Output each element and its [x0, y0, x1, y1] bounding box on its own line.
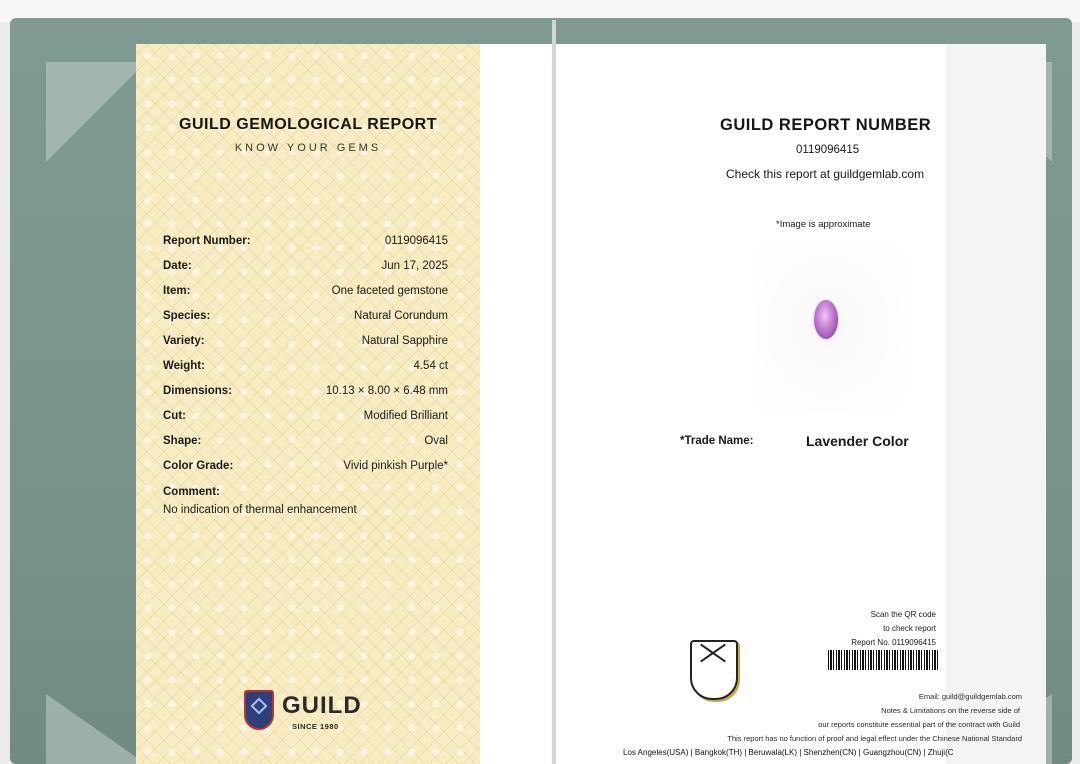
field-label: Dimensions: [163, 385, 233, 397]
field-label: Item: [163, 285, 191, 297]
logo-since: SINCE 1980 [292, 722, 339, 731]
comment-text: No indication of thermal enhancement [163, 504, 357, 516]
field-label: Cut: [163, 410, 186, 422]
field-label: Color Grade: [163, 460, 234, 472]
corner-tab-top-left [46, 62, 146, 162]
field-value: Oval [424, 435, 448, 447]
field-label: Shape: [163, 435, 202, 447]
field-dimensions [163, 385, 448, 403]
qr-report-number: Report No. 0119096415 [851, 638, 936, 647]
shield-logo-icon [244, 690, 274, 730]
right-card-sleeve [946, 44, 1046, 764]
field-report-number [163, 235, 448, 253]
field-value: Natural Corundum [354, 310, 448, 322]
field-value: Vivid pinkish Purple* [343, 460, 448, 472]
field-shape [163, 435, 448, 453]
gemological-report-card [136, 44, 480, 764]
comment-label: Comment: [163, 486, 220, 498]
field-value: Modified Brilliant [363, 410, 448, 422]
field-value: 4.54 ct [413, 360, 448, 372]
logo-wordmark: GUILD [282, 692, 362, 719]
report-number-title: GUILD REPORT NUMBER [720, 116, 932, 134]
field-variety [163, 335, 448, 353]
field-cut [163, 410, 448, 428]
field-item [163, 285, 448, 303]
left-card-margin [480, 44, 552, 764]
footer-contract: our reports constitute essential part of the contract with Guild [818, 720, 1020, 729]
footer-email: Email: guild@guildgemlab.com [918, 692, 1022, 701]
field-species [163, 310, 448, 328]
report-title: GUILD GEMOLOGICAL REPORT [179, 116, 437, 133]
field-label: Variety: [163, 335, 205, 347]
verification-link[interactable]: Check this report at guildgemlab.com [726, 167, 925, 181]
image-disclaimer: *Image is approximate [776, 219, 871, 230]
footer-legal: This report has no function of proof and legal effect under the Chinese National Standard [727, 734, 1022, 743]
field-label: Weight: [163, 360, 205, 372]
field-label: Report Number: [163, 235, 251, 247]
qr-instruction-line1: Scan the QR code [870, 610, 936, 619]
field-color-grade [163, 460, 448, 478]
gemstone-image [814, 300, 838, 339]
trade-name-label: *Trade Name: [680, 435, 754, 447]
field-value: 0119096415 [384, 235, 448, 247]
field-label: Date: [163, 260, 192, 272]
field-value: Natural Sapphire [361, 335, 448, 347]
report-subtitle: KNOW YOUR GEMS [234, 142, 382, 154]
field-label: Species: [163, 310, 211, 322]
field-weight [163, 360, 448, 378]
barcode-image [828, 650, 938, 670]
field-date [163, 260, 448, 278]
qr-instruction-line2: to check report [883, 624, 936, 633]
footer-cities: Los Angeles(USA) | Bangkok(TH) | Beruwala(LK) | Shenzhen(CN) | Guangzhou(CN) | Zhuji(C [623, 748, 954, 757]
field-value: 10.13 × 8.00 × 6.48 mm [325, 385, 448, 397]
report-number-value: 0119096415 [796, 144, 860, 156]
footer-notes: Notes & Limitations on the reverse side of [881, 706, 1020, 715]
guild-logo [244, 690, 374, 736]
report-number-card [556, 44, 946, 764]
trade-name-value: Lavender Color [806, 433, 909, 449]
guild-crest-seal [690, 640, 738, 700]
field-value: One faceted gemstone [331, 285, 448, 297]
corner-tab-bottom-left [46, 694, 146, 764]
field-value: Jun 17, 2025 [381, 260, 448, 272]
